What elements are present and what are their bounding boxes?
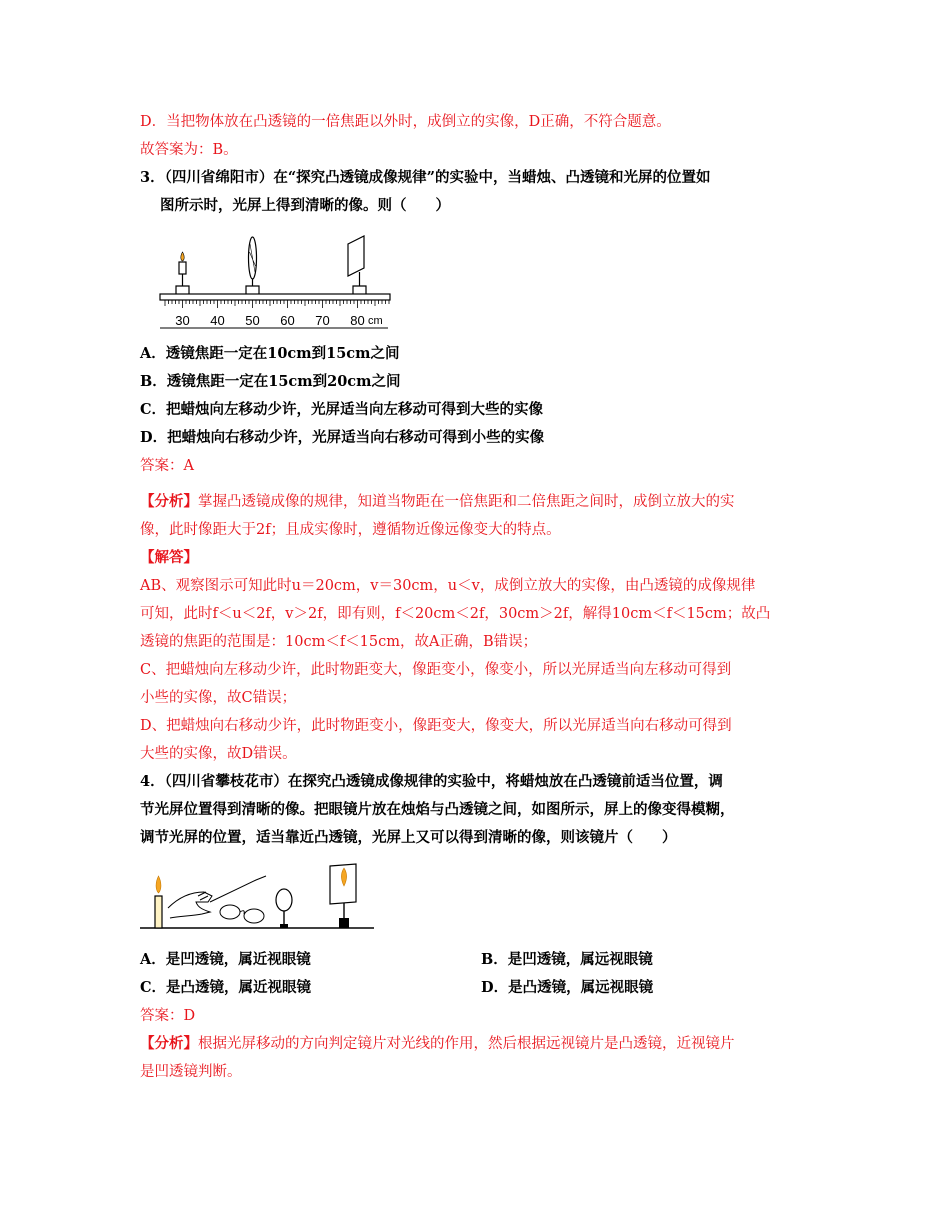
hand-with-glasses-icon bbox=[168, 876, 266, 923]
q4-option-d: D．是凸透镜，属远视眼镜 bbox=[481, 979, 654, 996]
q3-option-d: D．把蜡烛向右移动少许，光屏适当向右移动可得到小些的实像 bbox=[140, 429, 545, 446]
lens-icon bbox=[246, 237, 259, 294]
lens-icon bbox=[276, 889, 292, 928]
q3-solution-label: 【解答】 bbox=[140, 549, 198, 566]
q3-option-c: C．把蜡烛向左移动少许，光屏适当向左移动可得到大些的实像 bbox=[140, 401, 544, 418]
q3-optical-bench-figure bbox=[155, 228, 395, 332]
q3-option-b: B．透镜焦距一定在15cm到20cm之间 bbox=[140, 373, 401, 390]
prev-answer: 故答案为：B。 bbox=[140, 142, 238, 158]
q3-analysis-line1: 【分析】掌握凸透镜成像的规律，知道当物距在一倍焦距和二倍焦距之间时，成倒立放大的实 bbox=[140, 493, 735, 510]
candle-icon bbox=[155, 876, 162, 928]
q3-solution-line: 透镜的焦距的范围是：10cm＜f＜15cm，故A正确，B错误； bbox=[140, 634, 538, 650]
q3-answer: 答案：A bbox=[140, 458, 194, 474]
q4-analysis-line1: 【分析】根据光屏移动的方向判定镜片对光线的作用，然后根据远视镜片是凸透镜，近视镜片 bbox=[140, 1035, 735, 1052]
tick-label: 70 bbox=[315, 313, 330, 328]
q3-analysis-line2: 像，此时像距大于2f；且成实像时，遵循物近像远像变大的特点。 bbox=[140, 522, 561, 538]
q4-answer: 答案：D bbox=[140, 1008, 196, 1024]
q3-solution-line: C、把蜡烛向左移动少许，此时物距变大，像距变小，像变小，所以光屏适当向左移动可得到 bbox=[140, 662, 732, 678]
prev-option-d: D．当把物体放在凸透镜的一倍焦距以外时，成倒立的实像，D正确，不符合题意。 bbox=[140, 114, 671, 130]
tick-label: 50 bbox=[245, 313, 260, 328]
q4-option-b: B．是凹透镜，属远视眼镜 bbox=[481, 951, 653, 968]
screen-icon bbox=[348, 236, 366, 294]
q4-eyeglass-experiment-figure bbox=[138, 860, 378, 934]
candle-icon bbox=[176, 252, 189, 294]
q4-option-a: A．是凹透镜，属近视眼镜 bbox=[140, 951, 311, 968]
unit-label: cm bbox=[368, 315, 383, 327]
tick-label: 40 bbox=[210, 313, 225, 328]
tick-label: 60 bbox=[280, 313, 295, 328]
q3-stem-line2: 图所示时，光屏上得到清晰的像。则（ ） bbox=[160, 197, 450, 214]
q3-solution-line: AB、观察图示可知此时u＝20cm，v＝30cm，u＜v，成倒立放大的实像，由凸透镜的成像规律 bbox=[140, 578, 756, 594]
screen-icon bbox=[330, 864, 356, 928]
tick-label: 80 bbox=[350, 313, 365, 328]
q3-solution-line: 大些的实像，故D错误。 bbox=[140, 746, 297, 762]
analysis-label: 【分析】 bbox=[140, 1035, 198, 1052]
q4-option-c: C．是凸透镜，属近视眼镜 bbox=[140, 979, 312, 996]
q3-solution-line: 小些的实像，故C错误； bbox=[140, 690, 297, 706]
q3-option-a: A．透镜焦距一定在10cm到15cm之间 bbox=[140, 345, 400, 362]
q4-analysis-line2: 是凹透镜判断。 bbox=[140, 1064, 242, 1080]
q4-stem-line2: 节光屏位置得到清晰的像。把眼镜片放在烛焰与凸透镜之间，如图所示，屏上的像变得模糊， bbox=[140, 801, 735, 818]
q4-stem-line3: 调节光屏的位置，适当靠近凸透镜，光屏上又可以得到清晰的像，则该镜片（ ） bbox=[140, 829, 677, 846]
q4-stem-line1: 4．（四川省攀枝花市）在探究凸透镜成像规律的实验中，将蜡烛放在凸透镜前适当位置，调 bbox=[140, 773, 723, 790]
tick-label: 30 bbox=[175, 313, 190, 328]
q3-solution-line: 可知，此时f＜u＜2f，v＞2f，即有则，f＜20cm＜2f，30cm＞2f，解得10cm＜f＜15cm；故凸 bbox=[140, 606, 771, 622]
q3-solution-line: D、把蜡烛向右移动少许，此时物距变小，像距变大，像变大，所以光屏适当向右移动可得到 bbox=[140, 718, 732, 734]
analysis-label: 【分析】 bbox=[140, 493, 198, 510]
q3-stem-line1: 3．（四川省绵阳市）在“探究凸透镜成像规律”的实验中，当蜡烛、凸透镜和光屏的位置如 bbox=[140, 169, 711, 186]
